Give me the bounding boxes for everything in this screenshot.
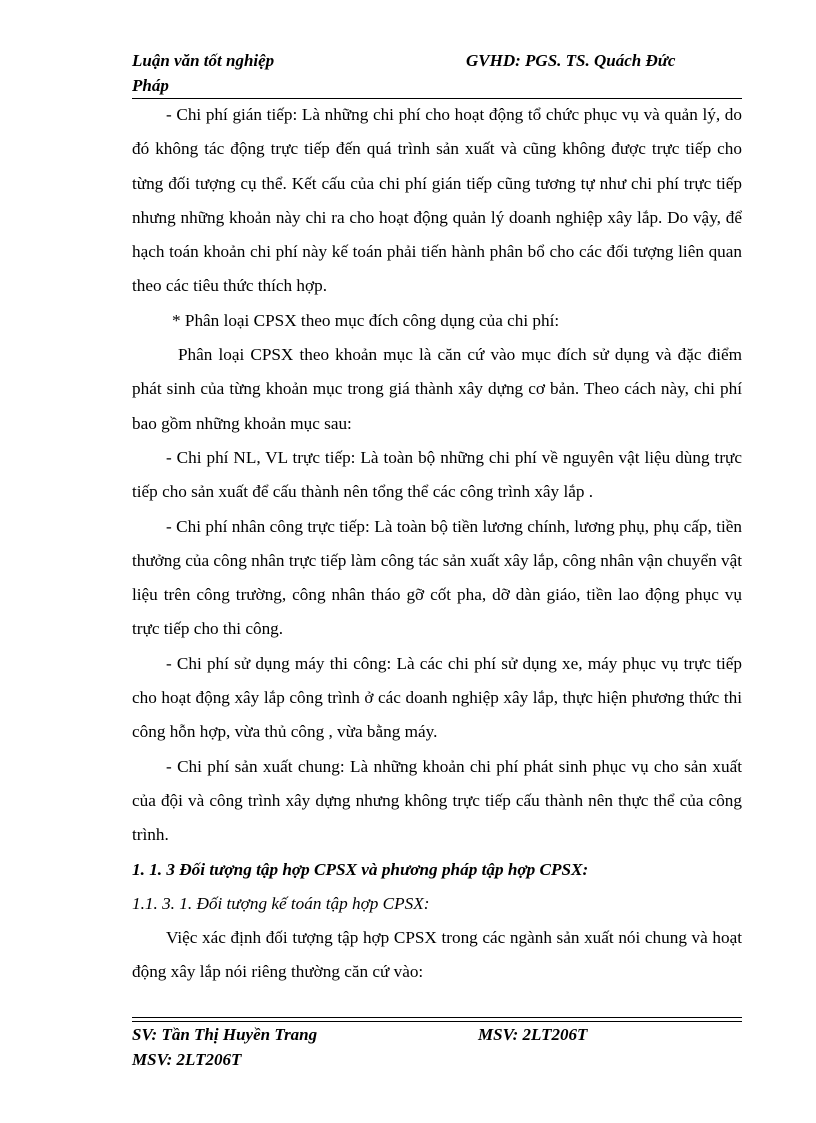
paragraph-direct-material: - Chi phí NL, VL trực tiếp: Là toàn bộ những chi phí về nguyên vật liệu dùng trực tiếp cho sản xuất để cấu thành nên tổng thể các công trình xây lắp . <box>132 447 742 502</box>
paragraph-general-production: - Chi phí sản xuất chung: Là những khoản chi phí phát sinh phục vụ cho sản xuất của đội và công trình xây dựng nhưng không trực tiếp cấu thành nên thực thể của công trình. <box>132 756 742 845</box>
paragraph-classification-heading: * Phân loại CPSX theo mục đích công dụng của chi phí: <box>172 310 560 330</box>
section-heading: 1. 1. 3 Đối tượng tập hợp CPSX và phương pháp tập hợp CPSX: <box>132 859 589 879</box>
paragraph-machine-cost: - Chi phí sử dụng máy thi công: Là các chi phí sử dụng xe, máy phục vụ trực tiếp cho hoạt động xây lắp công trình ở các doanh nghiệp xây lắp, thực hiện phương thức thi công hỗn hợp, vừa thủ công , vừa bằng máy. <box>132 653 742 742</box>
paragraph-indirect-cost: - Chi phí gián tiếp: Là những chi phí cho hoạt động tổ chức phục vụ và quản lý, do đó không tác động trực tiếp đến quá trình sản xuất và cũng không được trực tiếp cho từng đối tượng cụ thể. Kết cấu của chi phí gián tiếp cũng tương tự như chi phí trực tiếp nhưng những khoản này chi ra cho hoạt động quản lý doanh nghiệp xây lắp. Do vậy, để hạch toán khoản chi phí này kế toán phải tiến hành phân bổ cho các đối tượng liên quan theo các tiêu thức thích hợp. <box>132 105 742 296</box>
header-supervisor: GVHD: PGS. TS. Quách Đức <box>466 51 676 70</box>
paragraph-classification-intro: Phân loại CPSX theo khoản mục là căn cứ vào mục đích sử dụng và đặc điểm phát sinh của từng khoản mục trong giá thành xây dựng cơ bản. Theo cách này, chi phí bao gồm những khoản mục sau: <box>132 345 742 433</box>
header-thesis-title: Luận văn tốt nghiệp <box>132 51 275 70</box>
footer-divider-top <box>132 1017 742 1018</box>
subsection-heading: 1.1. 3. 1. Đối tượng kế toán tập hợp CPSX: <box>132 893 430 913</box>
paragraph-determination: Việc xác định đối tượng tập hợp CPSX trong các ngành sản xuất nói chung và hoạt động xây lắp nói riêng thường căn cứ vào: <box>132 928 742 982</box>
paragraph-direct-labor: - Chi phí nhân công trực tiếp: Là toàn bộ tiền lương chính, lương phụ, phụ cấp, tiền thưởng của công nhân trực tiếp làm công tác sản xuất xây lắp, công nhân vận chuyển vật liệu trên công trường, công nhân tháo gỡ cốt pha, dỡ dàn giáo, tiền lao động phục vụ trực tiếp cho thi công. <box>132 516 742 639</box>
document-body <box>132 98 742 990</box>
footer-student-name: SV: Tần Thị Huyền Trang <box>132 1025 318 1044</box>
footer-student-id-continuation: MSV: 2LT206T <box>132 1050 242 1069</box>
header-supervisor-continuation: Pháp <box>132 76 169 95</box>
footer-student-id: MSV: 2LT206T <box>478 1025 588 1044</box>
